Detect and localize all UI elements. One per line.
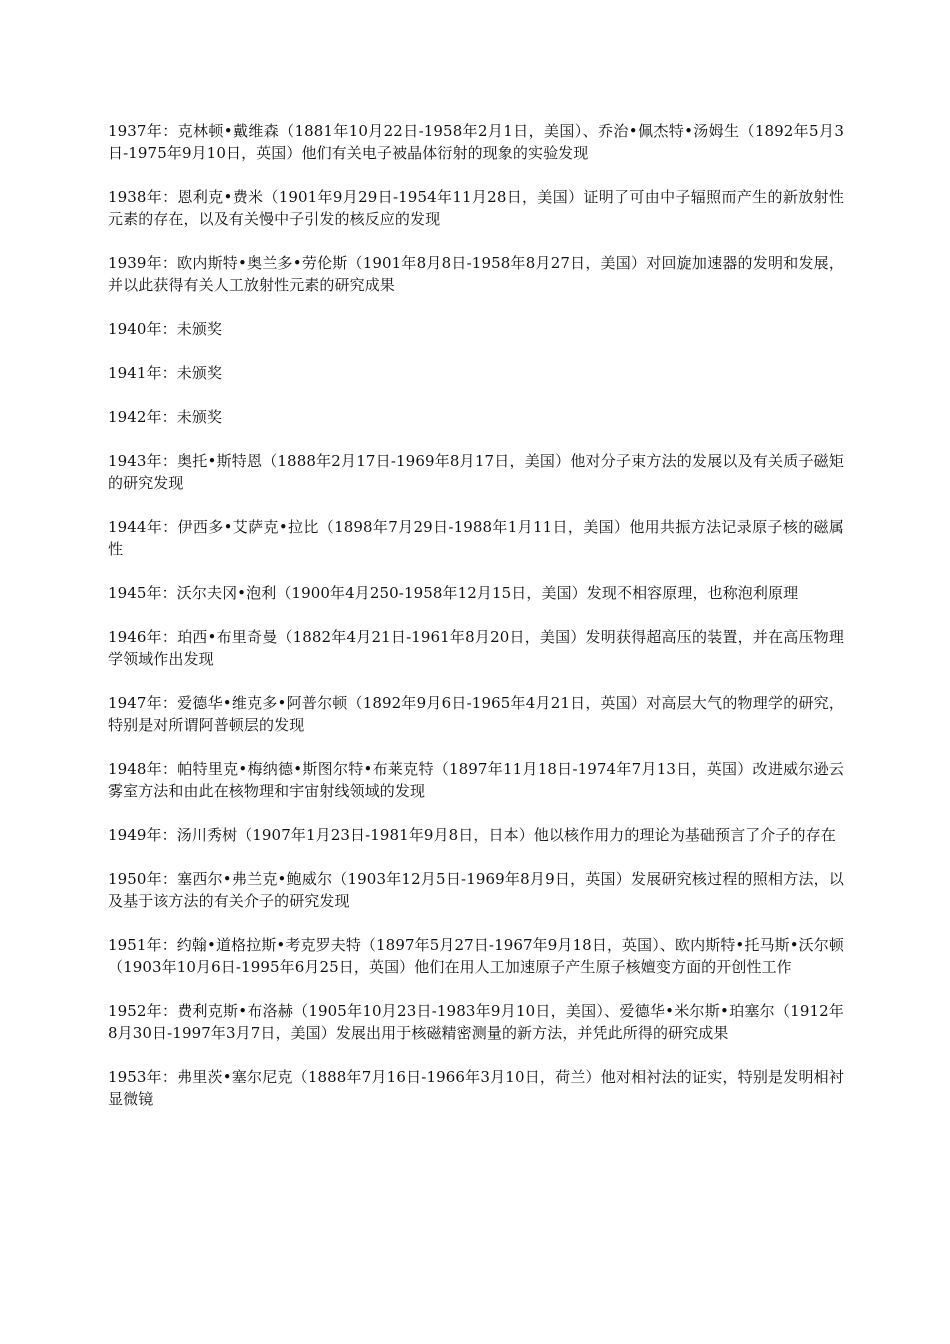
entry-1942: 1942年：未颁奖 <box>108 408 223 426</box>
entry-1951: 1951年：约翰•道格拉斯•考克罗夫特（1897年5月27日-1967年9月18日，英国）、欧内斯特•托马斯•沃尔顿（1903年10月6日-1995年6月25日，英国）他们在用人工加速原子产生原子核嬗变方面的开创性工作 <box>108 936 844 976</box>
entry-1939: 1939年：欧内斯特•奥兰多•劳伦斯（1901年8月8日-1958年8月27日，美国）对回旋加速器的发明和发展，并以此获得有关人工放射性元素的研究成果 <box>108 254 844 294</box>
entry-1953: 1953年：弗里茨•塞尔尼克（1888年7月16日-1966年3月10日，荷兰）他对相衬法的证实，特别是发明相衬显微镜 <box>108 1068 844 1108</box>
entry-1950: 1950年：塞西尔•弗兰克•鲍威尔（1903年12月5日-1969年8月9日，英国）发展研究核过程的照相方法，以及基于该方法的有关介子的研究发现 <box>108 870 844 910</box>
entry-1946: 1946年：珀西•布里奇曼（1882年4月21日-1961年8月20日，美国）发明获得超高压的装置，并在高压物理学领域作出发现 <box>108 628 844 668</box>
entry-1937: 1937年：克林顿•戴维森（1881年10月22日-1958年2月1日，美国）、乔治•佩杰特•汤姆生（1892年5月3日-1975年9月10日，英国）他们有关电子被晶体衍射的现象的实验发现 <box>108 122 844 162</box>
entry-1941: 1941年：未颁奖 <box>108 364 223 382</box>
entry-1949: 1949年：汤川秀树（1907年1月23日-1981年9月8日，日本）他以核作用力的理论为基础预言了介子的存在 <box>108 826 836 844</box>
entry-1947: 1947年：爱德华•维克多•阿普尔顿（1892年9月6日-1965年4月21日，英国）对高层大气的物理学的研究，特别是对所谓阿普顿层的发现 <box>108 694 844 734</box>
entry-1944: 1944年：伊西多•艾萨克•拉比（1898年7月29日-1988年1月11日，美国）他用共振方法记录原子核的磁属性 <box>108 518 844 558</box>
entry-1943: 1943年：奥托•斯特恩（1888年2月17日-1969年8月17日，美国）他对分子束方法的发展以及有关质子磁矩的研究发现 <box>108 452 844 492</box>
entry-1938: 1938年：恩利克•费米（1901年9月29日-1954年11月28日，美国）证明了可由中子辐照而产生的新放射性元素的存在，以及有关慢中子引发的核反应的发现 <box>108 188 844 228</box>
entry-1940: 1940年：未颁奖 <box>108 320 223 338</box>
entry-1952: 1952年：费利克斯•布洛赫（1905年10月23日-1983年9月10日，美国）、爱德华•米尔斯•珀塞尔（1912年8月30日-1997年3月7日，美国）发展出用于核磁精密测量的新方法，并凭此所得的研究成果 <box>108 1002 844 1042</box>
entry-1945: 1945年：沃尔夫冈•泡利（1900年4月250-1958年12月15日，美国）发现不相容原理，也称泡利原理 <box>108 584 799 602</box>
entry-1948: 1948年：帕特里克•梅纳德•斯图尔特•布莱克特（1897年11月18日-1974年7月13日，英国）改进威尔逊云雾室方法和由此在核物理和宇宙射线领域的发现 <box>108 760 844 800</box>
document-body <box>108 120 844 1132</box>
